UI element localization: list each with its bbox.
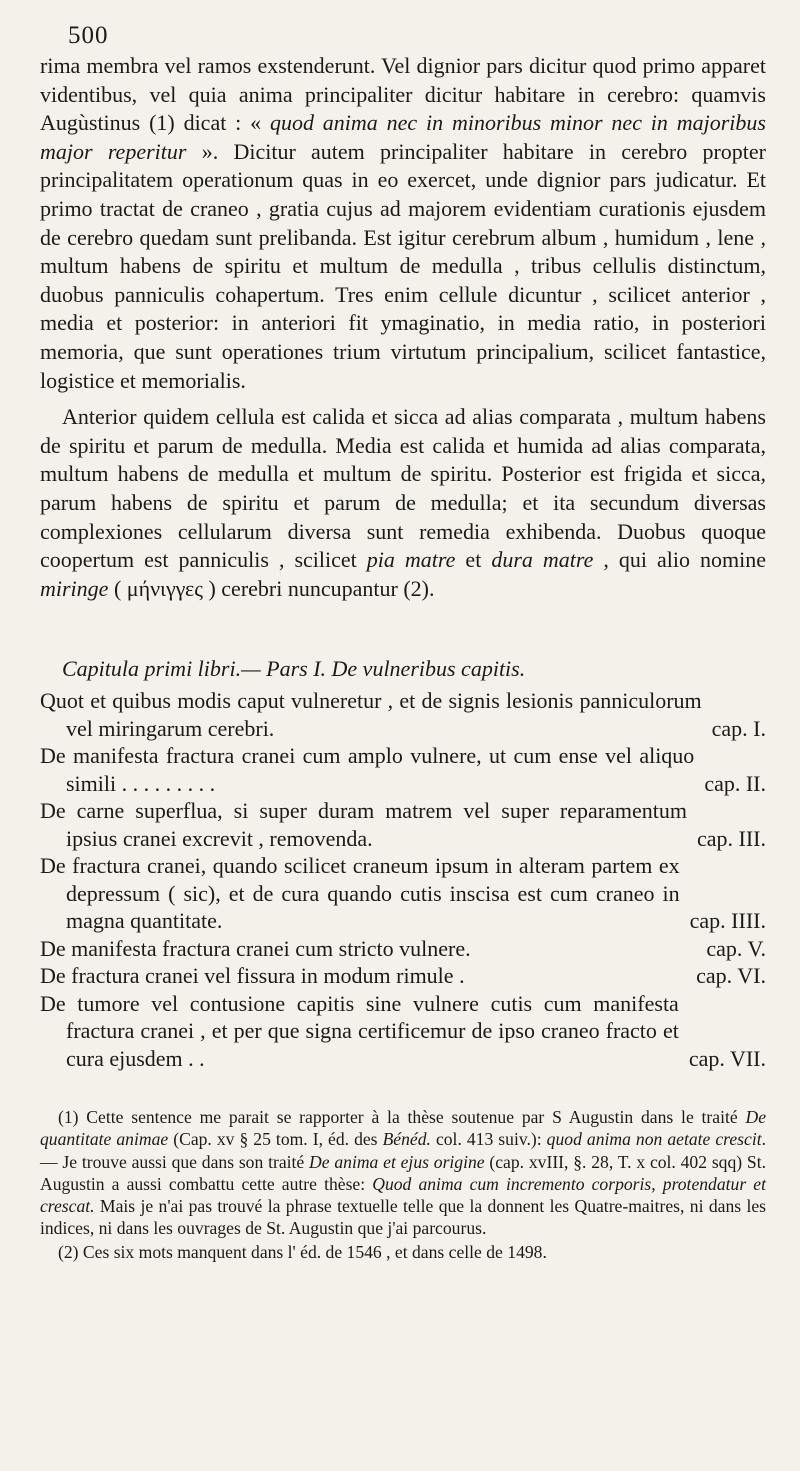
text-run: , qui alio nomine <box>593 547 766 573</box>
chapter-entry <box>40 687 766 742</box>
italic-run: De quantitate animae <box>40 1107 766 1150</box>
footnote <box>40 1241 766 1263</box>
footnote <box>40 1106 766 1239</box>
text-run: rima membra vel ramos exstenderunt. Vel dignior pars dicitur quod primo apparet videntibus, vel quia anima principaliter dicitur habitare in cerebro: quamvis Augùstinus (1) dicat : « <box>40 53 766 136</box>
toc-caption: Capitula primi libri.— Pars I. De vulneribus capitis. <box>62 656 526 682</box>
text-run: (2) Ces six mots manquent dans l' éd. de 1546 , et dans celle de 1498. <box>58 1241 547 1262</box>
italic-run: pia matre <box>366 547 456 573</box>
chapter-title: De manifesta fractura cranei cum amplo vulnere, ut cum ense vel aliquo simili . . . . . . . . . <box>40 743 695 796</box>
chapter-title: De fractura cranei vel fissura in modum rimule . <box>40 963 465 989</box>
chapter-number: cap. VII. <box>688 1045 766 1071</box>
chapter-number: cap. I. <box>711 715 766 741</box>
chapter-title: De carne superflua, si super duram matrem vel super reparamentum ipsius cranei excrevit , removenda. <box>40 798 687 851</box>
italic-run: De anima et ejus origine <box>309 1151 485 1172</box>
text-run: .— Je trouve aussi que dans son traité <box>40 1129 767 1172</box>
page-number: 500 <box>68 22 109 49</box>
chapter-number: cap. II. <box>704 770 766 796</box>
text-run: ( μήνιγγες ) cerebri nuncupantur (2). <box>108 575 435 601</box>
chapter-title: Quot et quibus modis caput vulneretur , et de signis lesionis panniculorum vel miringarum cerebri. <box>40 688 702 741</box>
text-run: col. 413 suiv.): <box>430 1129 547 1150</box>
chapter-entry <box>40 797 766 852</box>
chapter-title: De tumore vel contusione capitis sine vulnere cutis cum manifesta fractura cranei , et per que signa certificemur de ipso craneo fracto et cura ejusdem . . <box>40 990 679 1071</box>
chapter-entry <box>40 935 766 963</box>
text-run: ». Dicitur autem principaliter habitare in cerebro propter principalitatem operationum quas in eo exercet, unde dignior pars judicatur. Et primo tractat de craneo , gratia cujus ad majorem evidentiam curationis ejusdem de cerebro quedam sunt prelibanda. Est igitur cerebrum album , humidum , lene , multum habens de spiritu et multum de medulla , tribus cellulis distinctum, duobus panniculis cohapertum. Tres enim cellule dicuntur , scilicet anterior , media et posterior: in anteriori fit ymaginatio, in media ratio, in posteriori memoria, que sunt operationes trium virtutum principalium, scilicet fantastice, logistice et memorialis. <box>40 138 767 393</box>
italic-run: Quod anima cum incremento corporis, protendatur et crescat. <box>40 1173 766 1217</box>
chapter-list <box>40 687 766 1072</box>
chapter-number: cap. IIII. <box>689 908 766 934</box>
footnotes <box>40 1106 766 1262</box>
chapter-number: cap. III. <box>696 825 766 851</box>
chapter-entry <box>40 742 766 797</box>
chapter-title: De manifesta fractura cranei cum stricto vulnere. <box>40 935 471 961</box>
chapter-entry <box>40 962 766 990</box>
chapter-number: cap. VI. <box>696 963 766 989</box>
text-run: Anterior quidem cellula est calida et sicca ad alias comparata , multum habens de spiritu et parum de medulla. Media est calida et humida ad alias comparata, multum habens de medulla et multum de spiritu. Posterior est frigida et sicca, parum habens de spiritu et parum de medulla; et ita secundum diversas complexiones cellularum diversa sunt remedia exhibenda. Duobus quoque coopertum est panniculis , scilicet <box>40 404 766 573</box>
text-run: (Cap. xv § 25 tom. I, éd. des <box>168 1129 383 1150</box>
chapter-entry <box>40 852 766 935</box>
italic-run: quod anima non aetate crescit <box>546 1129 762 1150</box>
text-run: (1) Cette sentence me parait se rapporter à la thèse soutenue par S Augustin dans le traité <box>58 1107 746 1128</box>
italic-run: miringe <box>40 575 109 601</box>
italic-run: quod anima nec in minoribus minor nec in majoribus major reperitur <box>40 110 766 164</box>
chapter-number: cap. V. <box>706 935 766 961</box>
paragraph <box>40 403 766 603</box>
text-run: (cap. xvIII, §. 28, T. x col. 402 sqq) St. Augustin a aussi combattu cette autre thèse: <box>40 1151 766 1194</box>
paragraph <box>40 52 766 395</box>
chapter-entry <box>40 990 766 1073</box>
text-run: Mais je n'ai pas trouvé la phrase textuelle telle que la donnent les Quatre-maitres, ni dans les indices, ni dans les ouvrages de St. Augustin que j'ai parcourus. <box>40 1196 766 1239</box>
italic-run: dura matre <box>491 547 594 573</box>
text-run: et <box>455 547 492 573</box>
italic-run: Bénéd. <box>382 1129 431 1150</box>
main-text <box>40 52 766 603</box>
chapter-title: De fractura cranei, quando scilicet craneum ipsum in alteram partem ex depressum ( sic), et de cura quando cutis inscisa est cum craneo in magna quantitate. <box>40 853 680 934</box>
